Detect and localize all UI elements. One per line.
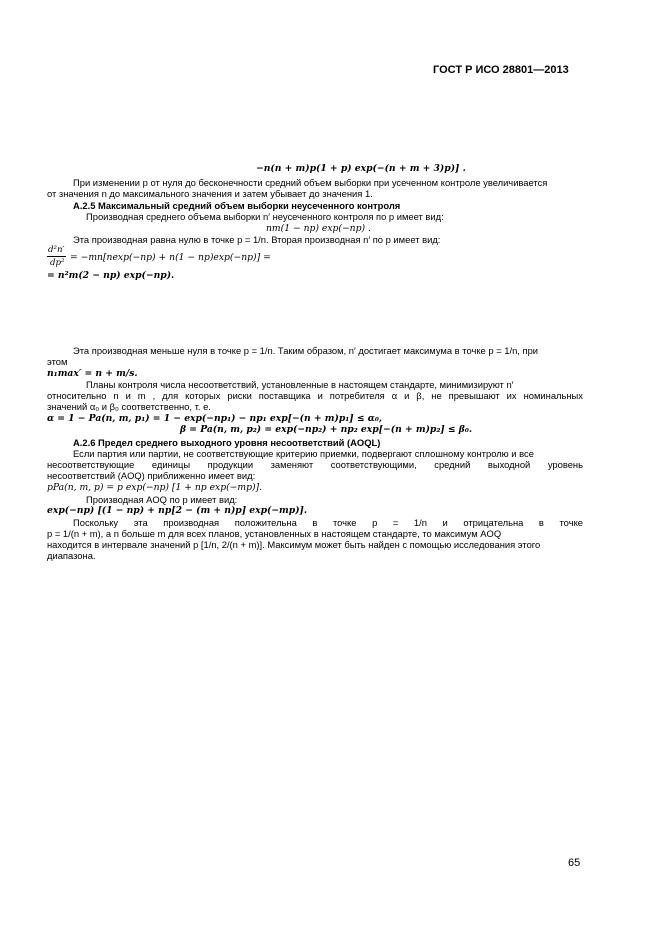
paragraph-6-line-2: несоответствующие единицы продукции заменяют соответствующими, средний выходной уровень [47, 459, 583, 470]
paragraph-8-line-3: находится в интервале значений p [1/n, 2/(n + m)]. Максимум может быть найден с помощью исследования этого [47, 539, 541, 550]
paragraph-4-line-2: этом [47, 356, 68, 367]
formula-3-denominator: dp² [50, 258, 65, 268]
formula-2: nm(1 − np) exp(−np) . [266, 223, 371, 234]
paragraph-7: Производная AOQ по p имеет вид: [86, 494, 238, 505]
document-header: ГОСТ Р ИСО 28801—2013 [433, 64, 569, 76]
formula-3-numerator: d²n′ [48, 245, 65, 255]
paragraph-5-line-3: значений α₀ и β₀ соответственно, т. е. [47, 401, 211, 412]
paragraph-8-line-2: p = 1/(n + m), а n больше m для всех планов, установленных в настоящем стандарте, то максимум AOQ [47, 528, 502, 539]
formula-7: β = Pa(n, m, p₂) = exp(−np₂) + np₂ exp[−(n + m)p₂] ≤ β₀. [180, 424, 473, 435]
paragraph-6-line-3: несоответствий (AOQ) приближенно имеет вид: [47, 470, 256, 481]
paragraph-1-line-2: от значения n до максимального значения и затем убывает до значения 1. [47, 188, 373, 199]
section-heading-a26: А.2.6 Предел среднего выходного уровня несоответствий (AOQL) [73, 437, 381, 448]
formula-6: α = 1 − Pa(n, m, p₁) = 1 − exp(−np₁) − np₁ exp[−(n + m)p₁] ≤ α₀, [47, 413, 383, 424]
formula-3: = −mn[nexp(−np) + n(1 − np)exp(−np)] = [70, 252, 271, 263]
paragraph-1-line-1: При изменении p от нуля до бесконечности средний объем выборки при усеченном контроле увеличивается [73, 177, 548, 188]
paragraph-8-line-1: Поскольку эта производная положительна в точке p = 1/n и отрицательна в точке [73, 517, 583, 528]
paragraph-3: Эта производная равна нулю в точке p = 1/n. Вторая производная n′ по p имеет вид: [73, 234, 441, 245]
section-heading-a25: А.2.5 Максимальный средний объем выборки неусеченного контроля [73, 200, 401, 211]
formula-5: n₁max′ = n + m/s. [47, 368, 138, 379]
formula-4: = n²m(2 − np) exp(−np). [47, 270, 175, 281]
formula-1: −n(n + m)p(1 + p) exp(−(n + m + 3)p)] . [256, 163, 466, 174]
paragraph-2: Производная среднего объема выборки n′ неусеченного контроля по p имеет вид: [86, 211, 444, 222]
paragraph-5-line-1: Планы контроля числа несоответствий, установленные в настоящем стандарте, минимизируют n′ [86, 379, 514, 390]
paragraph-8-line-4: диапазона. [47, 550, 96, 561]
paragraph-6-line-1: Если партия или партии, не соответствующие критерию приемки, подвергают сплошному контролю и все [73, 448, 534, 459]
formula-8: pPa(n, m, p) = p exp(−np) [1 + np exp(−mp)]. [47, 482, 263, 493]
page-number: 65 [568, 857, 581, 869]
formula-9: exp(−np) [(1 − np) + np[2 − (m + n)p] exp(−mp)]. [47, 505, 308, 516]
fraction-bar [47, 256, 66, 257]
paragraph-5-line-2: относительно n и m , для которых риски поставщика и потребителя α и β, не превышают их номинальных [47, 390, 583, 401]
paragraph-4-line-1: Эта производная меньше нуля в точке p = 1/n. Таким образом, n′ достигает максимума в точке p = 1/n, при [73, 345, 539, 356]
